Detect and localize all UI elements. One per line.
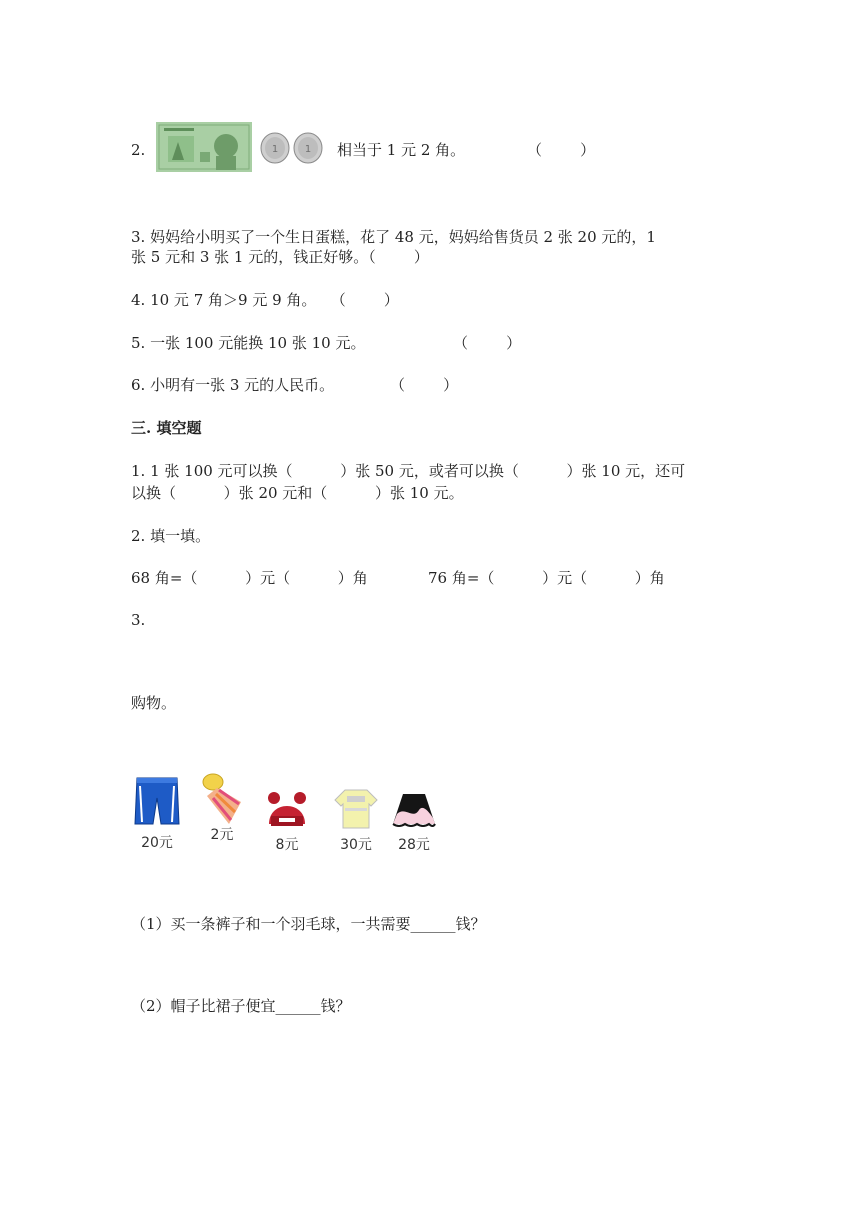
sweater-price: 30元	[340, 837, 372, 853]
banknote-image	[156, 122, 252, 172]
f2-title: 2. 填一填。	[131, 527, 211, 545]
shop-item-sweater	[326, 786, 386, 854]
f2-right: 76 角=（ ）元（ ）角	[428, 569, 665, 587]
q3-line2: 张 5 元和 3 张 1 元的，钱正好够。（ ）	[131, 248, 429, 266]
q4-text: 4. 10 元 7 角＞9 元 9 角。 （ ）	[131, 291, 399, 309]
f3-number: 3.	[131, 611, 146, 629]
shorts-icon	[134, 776, 180, 828]
svg-text:1: 1	[271, 144, 279, 155]
f3-sub1: （1）买一条裤子和一个羽毛球，一共需要______钱？	[131, 915, 486, 933]
coin-two-image	[293, 132, 323, 164]
shop-item-hat	[257, 790, 317, 854]
shuttlecock-price: 2元	[210, 827, 234, 843]
q5-text: 5. 一张 100 元能换 10 张 10 元。	[131, 334, 366, 352]
coin-one-image	[260, 132, 290, 164]
shorts-price: 20元	[141, 835, 173, 851]
shop-item-shorts	[127, 776, 187, 852]
q2-answer-bracket: （ ）	[527, 141, 596, 159]
f2-left: 68 角=（ ）元（ ）角	[131, 569, 368, 587]
shuttlecock-icon	[199, 772, 245, 826]
skirt-icon	[391, 790, 437, 830]
q6-answer-bracket: （ ）	[390, 376, 459, 394]
q2-number: 2.	[131, 141, 146, 159]
svg-text:1: 1	[304, 144, 312, 155]
q2-text: 相当于 1 元 2 角。	[337, 141, 466, 159]
f1-line1: 1. 1 张 100 元可以换（ ）张 50 元，或者可以换（ ）张 10 元，还可	[131, 462, 686, 480]
f3-sub2: （2）帽子比裙子便宜______钱？	[131, 997, 351, 1015]
shop-item-skirt	[384, 790, 444, 854]
f3-subtitle: 购物。	[131, 694, 177, 712]
shop-item-shuttlecock	[192, 772, 252, 844]
q5-answer-bracket: （ ）	[453, 334, 522, 352]
f1-line2: 以换（ ）张 20 元和（ ）张 10 元。	[131, 484, 464, 502]
q6-text: 6. 小明有一张 3 元的人民币。	[131, 376, 335, 394]
sweater-icon	[333, 786, 379, 830]
hat-price: 8元	[275, 837, 299, 853]
skirt-price: 28元	[398, 837, 430, 853]
section-title: 三. 填空题	[131, 419, 202, 437]
hat-icon	[265, 790, 309, 830]
q3-line1: 3. 妈妈给小明买了一个生日蛋糕，花了 48 元，妈妈给售货员 2 张 20 元的，1	[131, 228, 656, 246]
